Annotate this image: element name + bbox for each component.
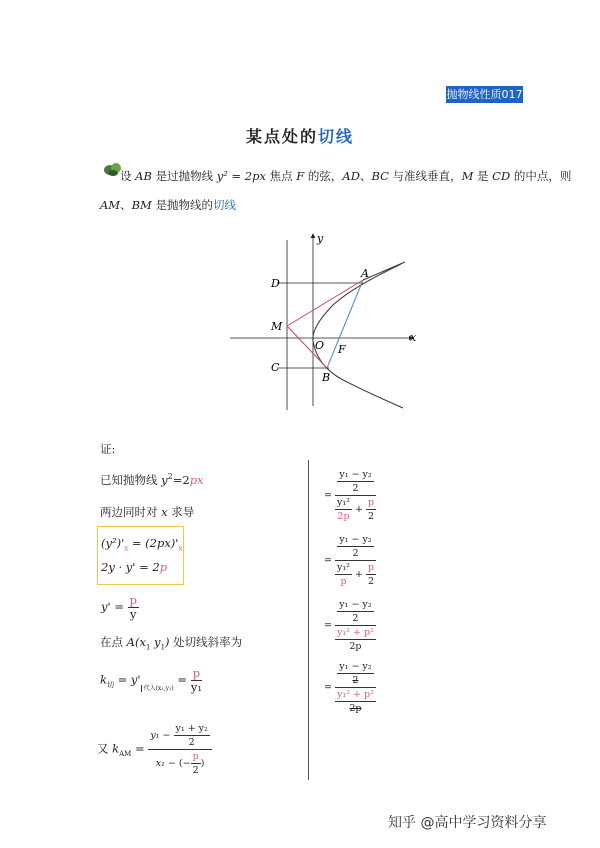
tangent-MA [287,280,363,326]
label-M: M [271,320,283,333]
k-am-line: 又 $k_{AM}$ = y₁ − $\frac{\text{y₁ + y₂}}{2}$ x₁ − (− $\frac{p}{2}$ ) [97,722,212,777]
k-tangent-line: $k_切 = y'_{代入(x_1,y_1)}$ = $\frac{p}{\text{y₁}}$ [100,666,202,694]
title-prefix: 某点处的 [245,127,318,146]
tangent-ext [363,262,405,280]
result-1: = $\frac{\text{y₁ − y₂}}{2}$ $\frac{\text{y₁²}}{2p}$ + $\frac{p}{2}$ [324,469,375,522]
result-3: = $\frac{\frac{\text{y₁ − y₂}}{2}}{\frac{\text{y₁² + p²}}{2p}}$ [324,599,374,652]
y-prime-line: y' = $\frac{p}{y}$ [101,593,137,621]
label-F: F [338,343,346,356]
problem-line-1: 设 AB 是过抛物线 y² = 2px 焦点 F 的弦，AD、BC 与准线垂直，M 是 CD 的中点，则 [120,169,572,183]
label-D: D [271,277,280,290]
title-highlight: 切线 [318,127,355,146]
result-2: = $\frac{\text{y₁ − y₂}}{2}$ $\frac{\text{y₁²}}{p}$ + $\frac{p}{2}$ [324,534,375,587]
parabola [313,264,403,408]
box-line-2: 2y · y' = 2p [101,560,168,574]
label-C: C [271,361,280,374]
result-4: = $\frac{\frac{\text{y₁ − y₂}}{2}}{\frac{\text{y₁² + p²}}{2p}}$ [324,661,374,714]
label-O: O [315,339,325,352]
label-x: x [410,331,417,344]
label-y: y [317,232,324,245]
derivative-box [97,526,184,585]
topic-tag: 抛物线性质017 [446,88,523,101]
label-A: A [361,267,369,280]
column-divider [308,460,309,780]
problem-line-2: AM、BM 是抛物线的切线 [100,198,236,212]
label-B: B [322,371,331,384]
derive-line: 两边同时对 x 求导 [100,505,195,519]
slope-line: 在点 $A(x_1$ $y_1$) 处切线斜率为 [100,635,243,652]
watermark: 知乎 @高中学习资料分享 [388,815,547,831]
given-line: 已知抛物线 $y^2=2px$ [100,472,204,487]
parabola-diagram [225,228,425,413]
proof-heading: 证: [100,442,116,456]
page-title [0,124,600,147]
box-line-1: $(y^2)'_x = (2px)'_x$ [101,536,183,553]
